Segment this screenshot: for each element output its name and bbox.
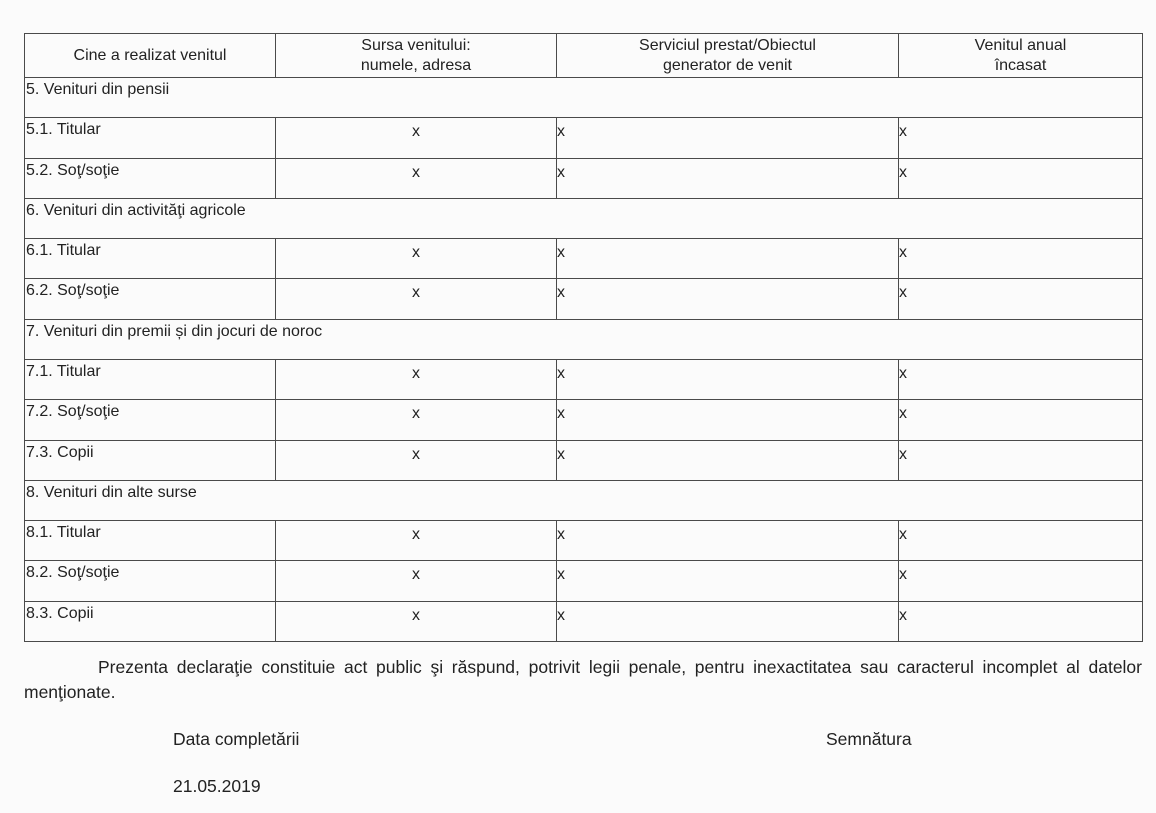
row-label: 8.2. Soţ/soţie — [25, 561, 276, 601]
service-cell: x — [557, 521, 899, 561]
income-cell: x — [899, 521, 1143, 561]
income-cell: x — [899, 359, 1143, 399]
row-label: 7.2. Soţ/soţie — [25, 400, 276, 440]
row-label: 6.1. Titular — [25, 239, 276, 279]
section-row — [25, 319, 1143, 359]
table-row — [25, 561, 1143, 601]
header-cell: Serviciul prestat/Obiectul generator de venit — [557, 34, 899, 78]
header-cell: Cine a realizat venitul — [25, 34, 276, 78]
table-row — [25, 601, 1143, 641]
source-cell: x — [276, 400, 557, 440]
row-label: 8.1. Titular — [25, 521, 276, 561]
table-row — [25, 521, 1143, 561]
table-row — [25, 239, 1143, 279]
signature-label: Semnătura — [826, 729, 912, 749]
service-cell: x — [557, 158, 899, 198]
row-label: 5.1. Titular — [25, 118, 276, 158]
row-label: 8.3. Copii — [25, 601, 276, 641]
source-cell: x — [276, 158, 557, 198]
row-label: 7.3. Copii — [25, 440, 276, 480]
income-cell: x — [899, 601, 1143, 641]
header-cell: Venitul anual încasat — [899, 34, 1143, 78]
table-row — [25, 359, 1143, 399]
table-row — [25, 158, 1143, 198]
section-row — [25, 198, 1143, 238]
section-title: 5. Venituri din pensii — [25, 78, 1143, 118]
section-row — [25, 78, 1143, 118]
date-label: Data completării — [173, 729, 300, 749]
row-label: 7.1. Titular — [25, 359, 276, 399]
service-cell: x — [557, 561, 899, 601]
source-cell: x — [276, 561, 557, 601]
declaration-statement: Prezenta declaraţie constituie act public şi răspund, potrivit legii penale, pentru inexactitatea sau caracterul incomplet al datelor menţionate. — [24, 657, 1142, 702]
table-row — [25, 118, 1143, 158]
source-cell: x — [276, 359, 557, 399]
source-cell: x — [276, 440, 557, 480]
section-title: 8. Venituri din alte surse — [25, 480, 1143, 520]
source-cell: x — [276, 601, 557, 641]
table-row — [25, 440, 1143, 480]
table-header-row — [25, 34, 1143, 78]
income-cell: x — [899, 158, 1143, 198]
source-cell: x — [276, 279, 557, 319]
service-cell: x — [557, 239, 899, 279]
row-label: 6.2. Soţ/soţie — [25, 279, 276, 319]
service-cell: x — [557, 440, 899, 480]
source-cell: x — [276, 118, 557, 158]
date-value: 21.05.2019 — [173, 776, 261, 796]
source-cell: x — [276, 521, 557, 561]
section-row — [25, 480, 1143, 520]
income-cell: x — [899, 440, 1143, 480]
service-cell: x — [557, 400, 899, 440]
source-cell: x — [276, 239, 557, 279]
income-cell: x — [899, 400, 1143, 440]
income-cell: x — [899, 239, 1143, 279]
income-cell: x — [899, 279, 1143, 319]
income-table — [24, 33, 1143, 642]
header-cell: Sursa venitului: numele, adresa — [276, 34, 557, 78]
service-cell: x — [557, 359, 899, 399]
table-row — [25, 400, 1143, 440]
service-cell: x — [557, 601, 899, 641]
section-title: 6. Venituri din activităţi agricole — [25, 198, 1143, 238]
service-cell: x — [557, 279, 899, 319]
table-row — [25, 279, 1143, 319]
section-title: 7. Venituri din premii și din jocuri de noroc — [25, 319, 1143, 359]
income-cell: x — [899, 561, 1143, 601]
income-cell: x — [899, 118, 1143, 158]
row-label: 5.2. Soţ/soţie — [25, 158, 276, 198]
service-cell: x — [557, 118, 899, 158]
